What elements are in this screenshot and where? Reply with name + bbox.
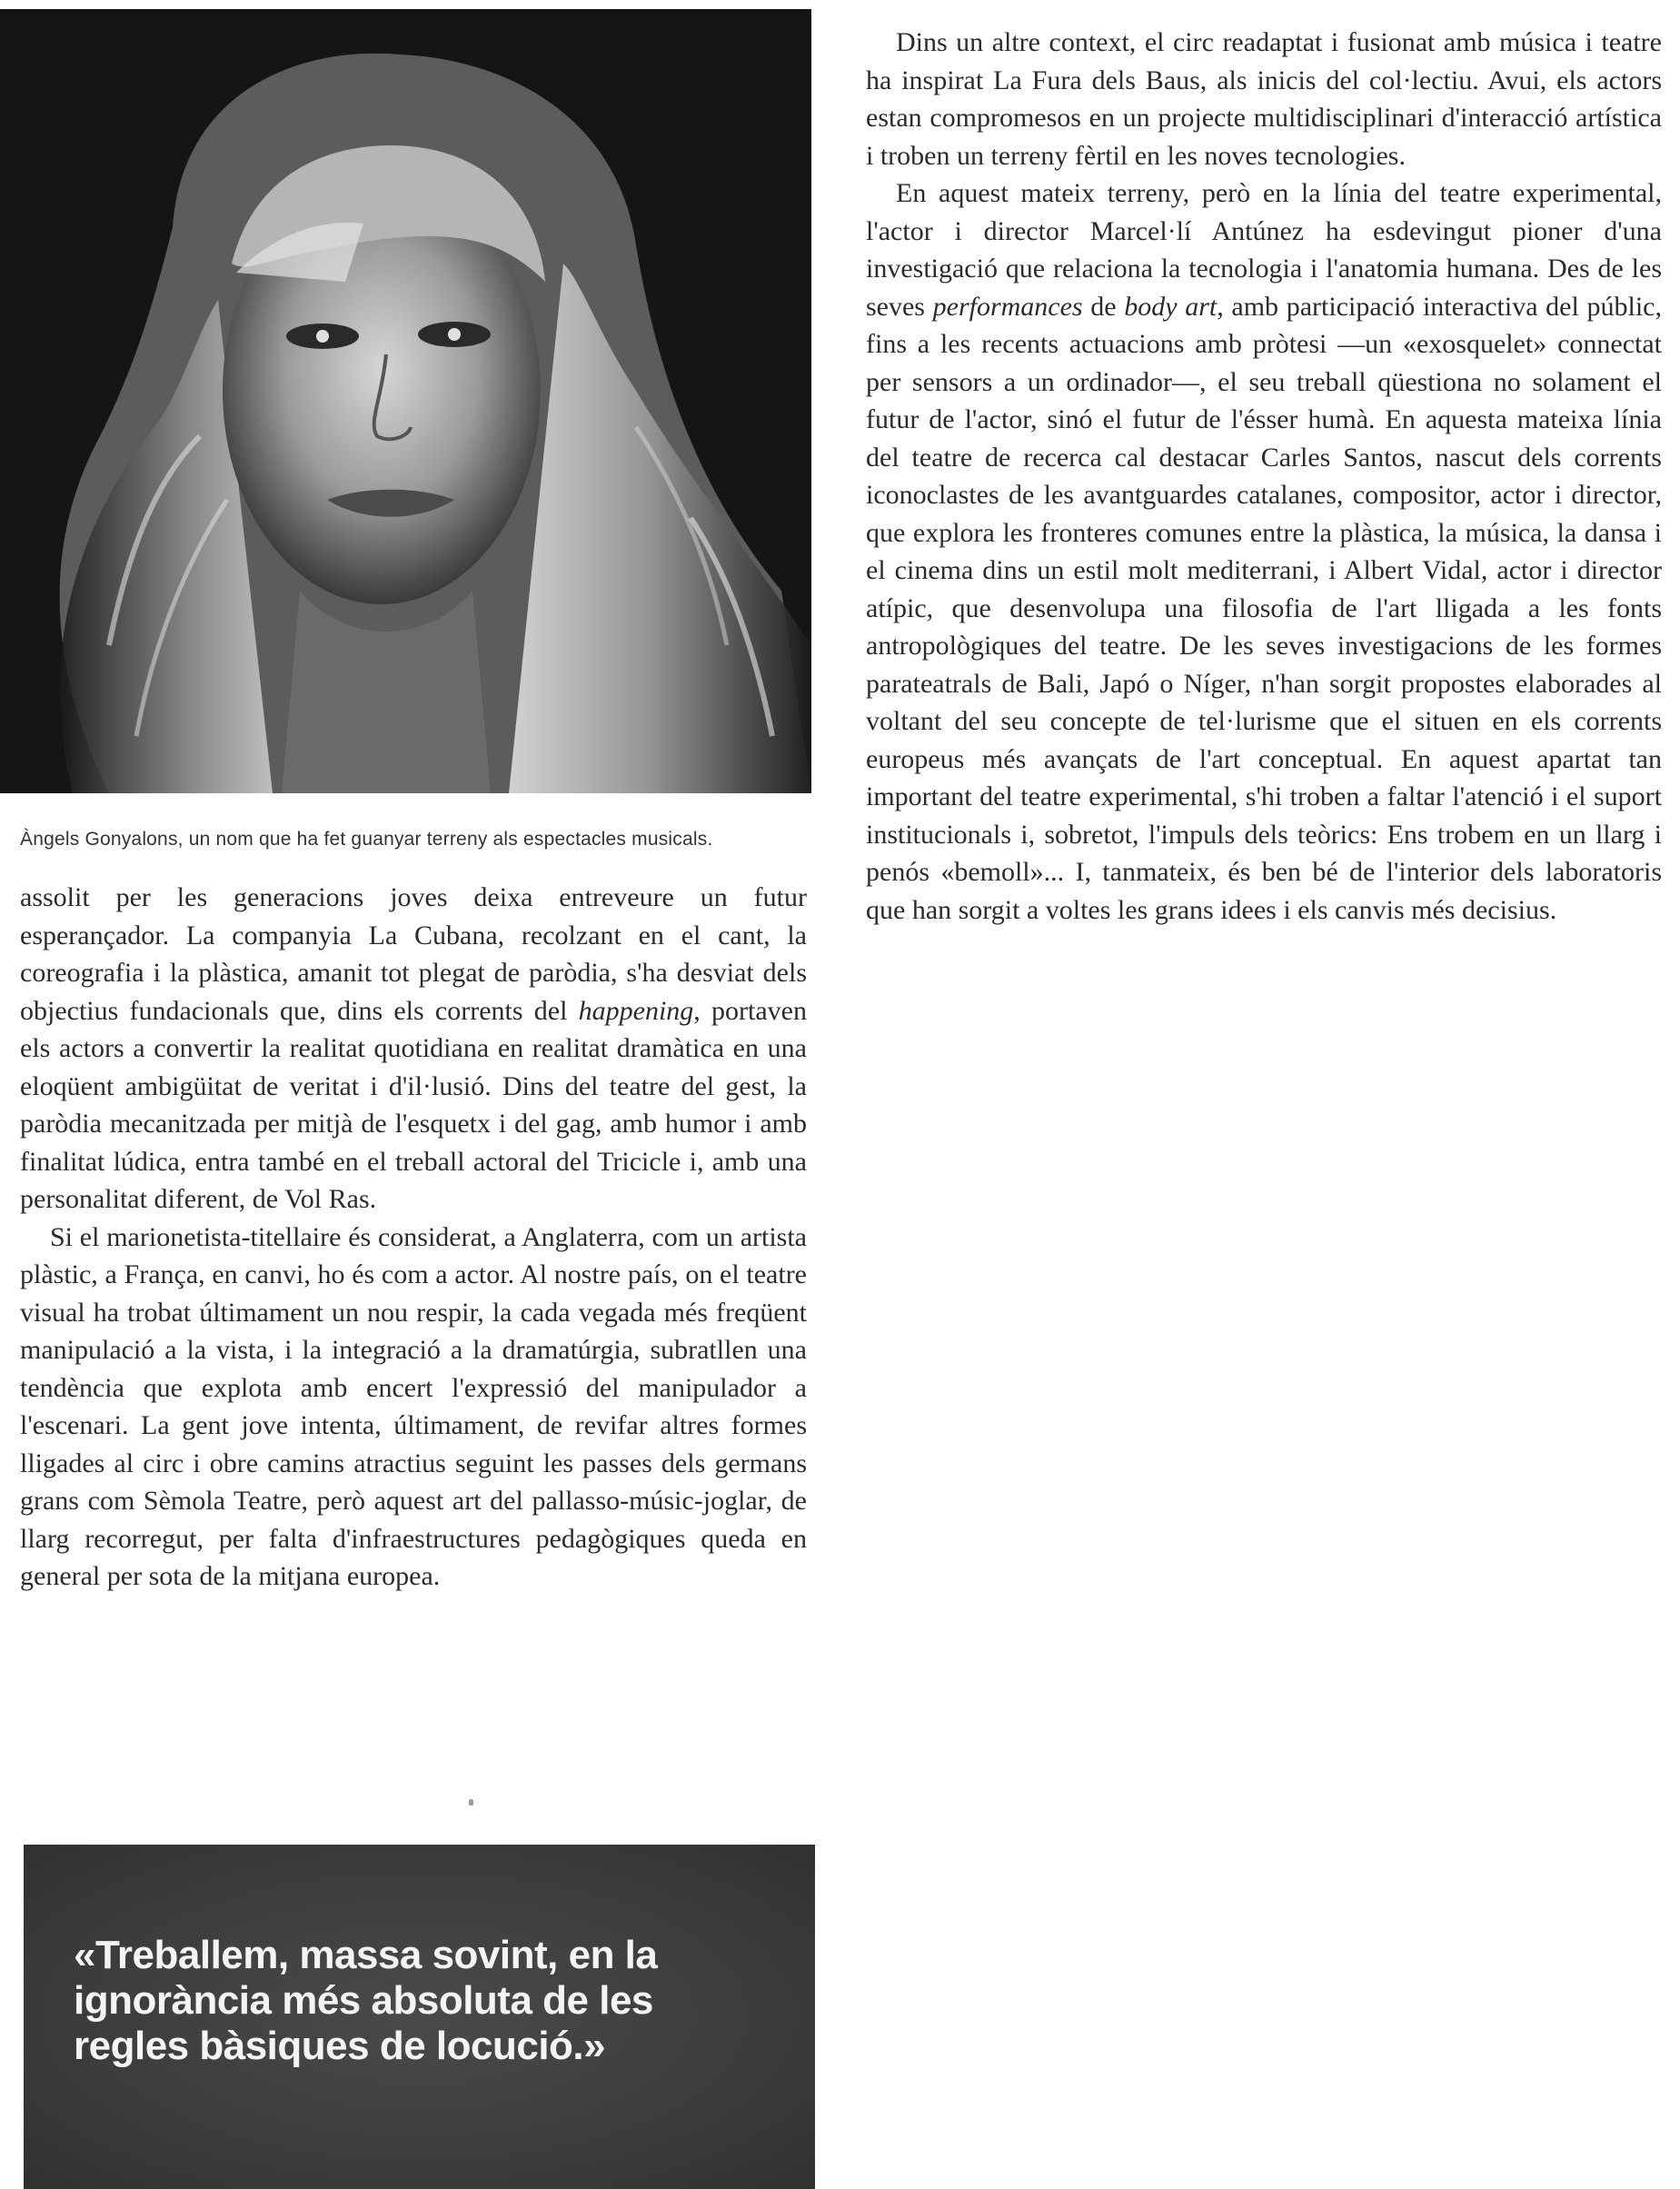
portrait-photo: [0, 9, 811, 793]
separator-dot: [469, 1799, 473, 1806]
paragraph: Si el marionetista-titellaire és considerat, a Anglaterra, com un artista plàstic, a França, en canvi, ho és com a actor. Al nostre país, on el teatre visual ha trobat últimament un nou respir, la cada vegada més freqüent manipulació a la vista, i la integració a la dramatúrgia, subratllen una tendència que explota amb encert l'expressió del manipulador a l'escenari. La gent jove intenta, últimament, de revifar altres formes lligades al circ i obre camins atractius seguint les passes dels germans grans com Sèmola Teatre, però aquest art del pallasso-músic-joglar, de llarg recorregut, per falta d'infraestructures pedagògiques queda en general per sota de la mitjana europea.: [20, 1221, 807, 1591]
italic-term: performances: [932, 291, 1083, 322]
right-column: [866, 24, 1662, 929]
pull-quote: «Treballem, massa sovint, en la ignorància més absoluta de les regles bàsiques de locució.»: [74, 1933, 658, 2068]
pull-quote-box: [24, 1845, 815, 2189]
paragraph: En aquest mateix terreny, però en la línia del teatre experimental, l'actor i director Marcel·lí Antúnez ha esdevingut pioner d'una investigació que relaciona la tecnologia i l'anatomia humana. Des de les seves performances de body art, amb participació interactiva del públic, fins a les recents actuacions amb pròtesi —un «exosquelet» connectat per sensors a un ordinador—, el seu treball qüestiona no solament el futur de l'actor, sinó el futur de l'ésser humà. En aquesta mateixa línia del teatre de recerca cal destacar Carles Santos, nascut dels corrents iconoclastes de les avantguardes catalanes, compositor, actor i director, que explora les fronteres comunes entre la plàstica, la música, la dansa i el cinema dins un estil molt mediterrani, i Albert Vidal, actor i director atípic, que desenvolupa una filosofia de l'art lligada a les fonts antropològiques del teatre. De les seves investigacions de les formes parateatrals de Bali, Japó o Níger, n'han sorgit propostes elaborades al voltant del seu concepte de tel·lurisme que el situen en els corrents europeus més avançats de l'art conceptual. En aquest apartat tan important del teatre experimental, s'hi troben a faltar l'atenció i el suport institucionals i, sobretot, l'impuls dels teòrics: Ens trobem en un llarg i penós «bemoll»... I, tanmateix, és ben bé de l'interior dels laboratoris que han sorgit a voltes les grans idees i els canvis més decisius.: [866, 178, 1662, 925]
portrait-illustration: [0, 9, 811, 793]
paragraph: assolit per les generacions joves deixa entreveure un futur esperançador. La companyia La Cubana, recolzant en el cant, la coreografia i la plàstica, amanit tot plegat de paròdia, s'ha desviat dels objectius fundacionals que, dins els corrents del happening, portaven els actors a convertir la realitat quotidiana en realitat dramàtica en una eloqüent ambigüitat de veritat i d'il·lusió. Dins del teatre del gest, la paròdia mecanitzada per mitjà de l'esquetx i del gag, amb humor i amb finalitat lúdica, entra també en el treball actoral del Tricicle i, amb una personalitat diferent, de Vol Ras.: [20, 882, 807, 1214]
paragraph: Dins un altre context, el circ readaptat i fusionat amb música i teatre ha inspirat La Fura dels Baus, als inicis del col·lectiu. Avui, els actors estan compromesos en un projecte multidisciplinari d'interacció artística i troben un terreny fèrtil en les noves tecnologies.: [866, 27, 1662, 171]
photo-caption: Àngels Gonyalons, un nom que ha fet guanyar terreny als espectacles musicals.: [20, 829, 713, 850]
italic-term: body art: [1124, 291, 1218, 322]
left-column: [20, 879, 807, 1596]
italic-term: happening: [578, 995, 694, 1026]
